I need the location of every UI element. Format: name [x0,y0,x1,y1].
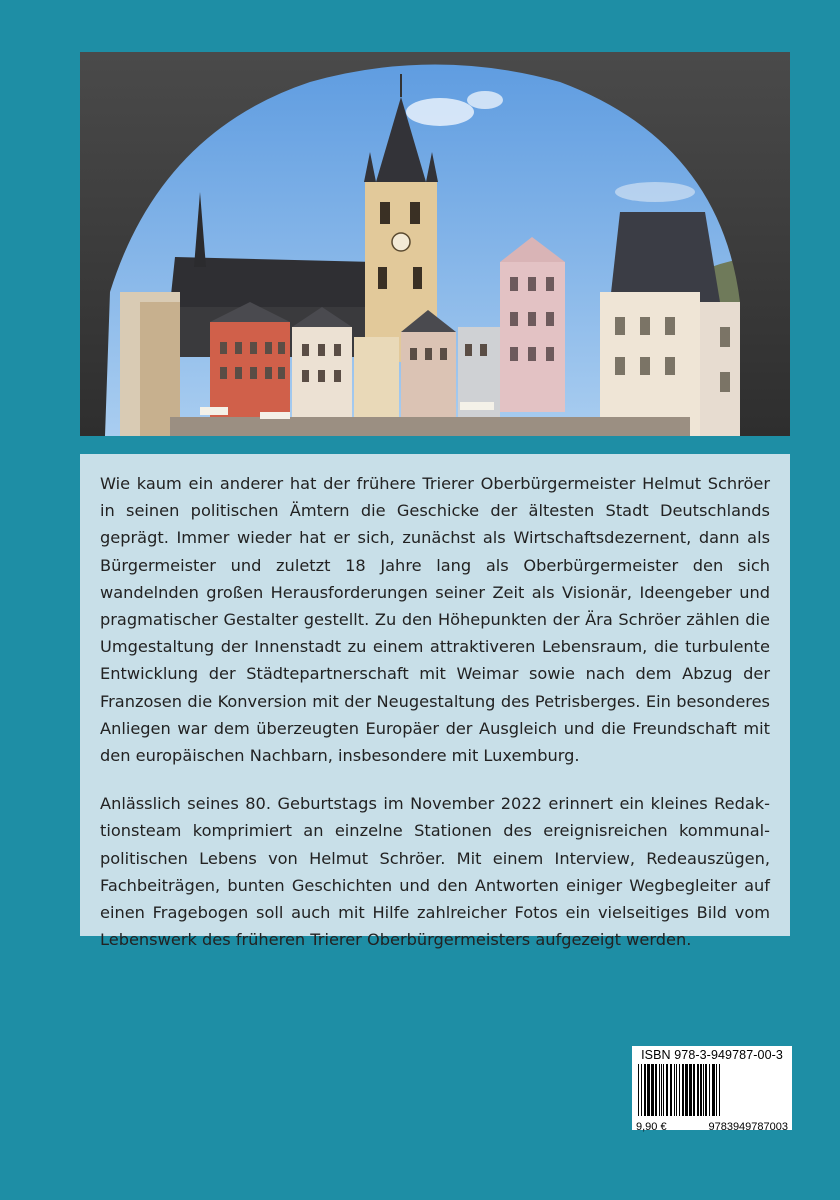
description-paragraph-2: Anlässlich seines 80. Geburtstags im November 2022 erinnert ein kleines Redaktionsteam komprimiert an einzelne Stationen des ereignisreichen kommunalpolitischen Lebens von Helmut Schröer. Mit einem Interview, Redeauszügen, Fachbeiträgen, bunten Geschichten und den Antworten einiger Wegbegleiter auf einen Fragebogen soll auch mit Hilfe zahlreicher Fotos ein vielseitiges Bild vom Lebenswerk des früheren Trierer Oberbürgermeisters aufgezeigt werden. [100,794,770,950]
barcode-bar [685,1064,688,1116]
barcode-bar [641,1064,642,1116]
description-box [80,454,790,950]
barcode-bar [676,1064,677,1116]
barcode-bar [700,1064,702,1116]
barcode-bar [655,1064,657,1116]
barcode-bar [709,1064,710,1116]
isbn-barcode [632,1046,792,1133]
barcode-bar [689,1064,692,1116]
price-label: 9,90 € [636,1121,667,1133]
barcode-bar [651,1064,654,1116]
description-paragraph-1: Wie kaum ein anderer hat der frühere Trierer Oberbürgermeister Helmut Schröer in seinen politischen Ämtern die Geschicke der ältesten Stadt Deutschlands geprägt. Immer wieder hat er sich, zunächst als Wirtschaftsdezernent, dann als Bürgermeister und zuletzt 18 Jahre lang als Oberbürgermeister den sich wandelnden großen Herausforderungen seiner Zeit als Visionär, Ideengeber und pragmatischer Gestalter gestellt. Zu den Höhepunkten der Ära Schröer zählen die Umgestaltung der Innenstadt zu einem attraktiveren Lebensraum, die turbulente Entwicklung der Städtepartnerschaft mit Weimar sowie nach dem Abzug der Franzosen die Konversion mit der Neugestaltung des Petrisberges. Ein besonderes Anliegen war dem überzeugten Europäer der Ausgleich und die Freundschaft mit den europäischen Nachbarn, insbesondere mit Luxemburg. [100,474,770,766]
barcode-bar [661,1064,662,1116]
barcode-bar [716,1064,717,1116]
barcode-bar [712,1064,715,1116]
barcode-bar [670,1064,672,1116]
barcode-bars [636,1064,788,1116]
cover-photo [80,52,790,436]
barcode-bar [703,1064,704,1116]
barcode-bar [697,1064,699,1116]
barcode-bar [693,1064,695,1116]
barcode-bar [719,1064,720,1116]
barcode-bar [666,1064,668,1116]
barcode-bar [705,1064,707,1116]
barcode-bar [647,1064,650,1116]
barcode-bar [644,1064,646,1116]
ean-label: 9783949787003 [708,1121,788,1133]
isbn-label: ISBN 978-3-949787-00-3 [641,1048,783,1062]
barcode-bar [679,1064,680,1116]
barcode-bar [682,1064,684,1116]
trier-market-illustration [80,52,790,436]
barcode-bar [663,1064,664,1116]
barcode-bar [674,1064,675,1116]
barcode-bar [659,1064,660,1116]
barcode-bar [638,1064,639,1116]
